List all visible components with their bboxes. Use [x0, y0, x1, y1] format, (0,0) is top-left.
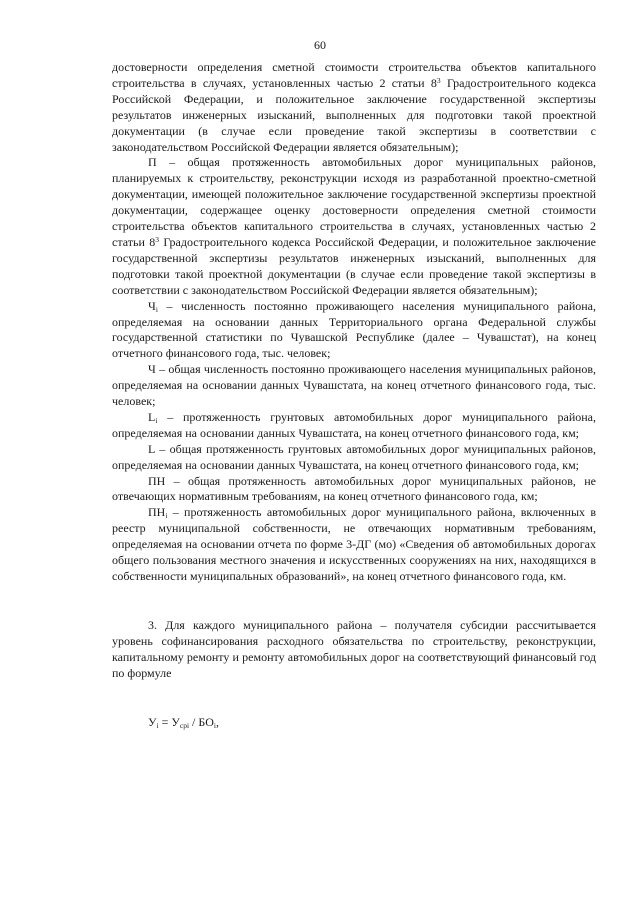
- paragraph-definition-ch: Ч – общая численность постоянно проживающего населения муниципальных районов, определяемая на основании данных Чувашстата, на конец отчетного финансового года, тыс. человек;: [112, 362, 596, 409]
- formula: $У_i = У_{срi} / БО_i$,: [148, 714, 219, 730]
- paragraph-definition-pn: ПН – общая протяженность автомобильных дорог муниципальных районов, не отвечающих нормативным требованиям, на конец отчетного финансового года, км;: [112, 473, 596, 504]
- paragraph-definition-chi: $Ч_i$ – численность постоянно проживающего населения муниципального района, определяемая на основании данных Территориального органа Федеральной службы государственной статистики по Чувашской Республике (далее – Чувашстат), на конец отчетного финансового года, тыс. человек;: [112, 298, 596, 361]
- paragraph-definition-pni: $ПН_i$ – протяженность автомобильных дорог муниципального района, включенных в реестр муниципальной собственности, не отвечающих нормативным требованиям, определяемая на основании отчета по форме 3-ДГ (мо) «Сведения об автомобильных дорогах общего пользования местного значения и искусственных сооружениях на них, находящихся в собственности муниципальных образований», на конец отчетного финансового года, км.: [112, 505, 596, 583]
- paragraph-section-3: 3. Для каждого муниципального района – получателя субсидии рассчитывается уровень софинансирования расходного обязательства по строительству, реконструкции, капитальному ремонту и ремонту автомобильных дорог на соответствующий финансовый год по формуле: [112, 617, 596, 680]
- paragraph-definition-l: L – общая протяженность грунтовых автомобильных дорог муниципальных районов, определяемая на основании данных Чувашстата, на конец отчетного финансового года, км;: [112, 441, 596, 472]
- page-number: 60: [314, 38, 326, 52]
- paragraph-continuation: достоверности определения сметной стоимости строительства объектов капитального строительства в случаях, установленных частью 2 статьи $8^3$ Градостроительного кодекса Российской Федерации, и положительное заключение государственной экспертизы результатов инженерных изысканий, выполненных для подготовки такой проектной документации (в случае если проведение такой экспертизы в соответствии с законодательством Российской Федерации является обязательным);: [112, 60, 596, 154]
- document-body: [112, 60, 596, 730]
- paragraph-definition-p: П – общая протяженность автомобильных дорог муниципальных районов, планируемых к строительству, реконструкции исходя из разработанной проектно-сметной документации, имеющей положительное заключение государственной экспертизы проектной документации, содержащее оценку достоверности определения сметной стоимости строительства объектов капитального строительства в случаях, установленных частью 2 статьи $8^3$ Градостроительного кодекса Российской Федерации, и положительное заключение государственной экспертизы результатов инженерных изысканий, выполненных для подготовки такой проектной документации (в случае если проведение такой экспертизы в соответствии с законодательством Российской Федерации является обязательным);: [112, 155, 596, 297]
- paragraph-definition-li: $L_i$ – протяженность грунтовых автомобильных дорог муниципального района, определяемая на основании данных Чувашстата, на конец отчетного финансового года, км;: [112, 409, 596, 440]
